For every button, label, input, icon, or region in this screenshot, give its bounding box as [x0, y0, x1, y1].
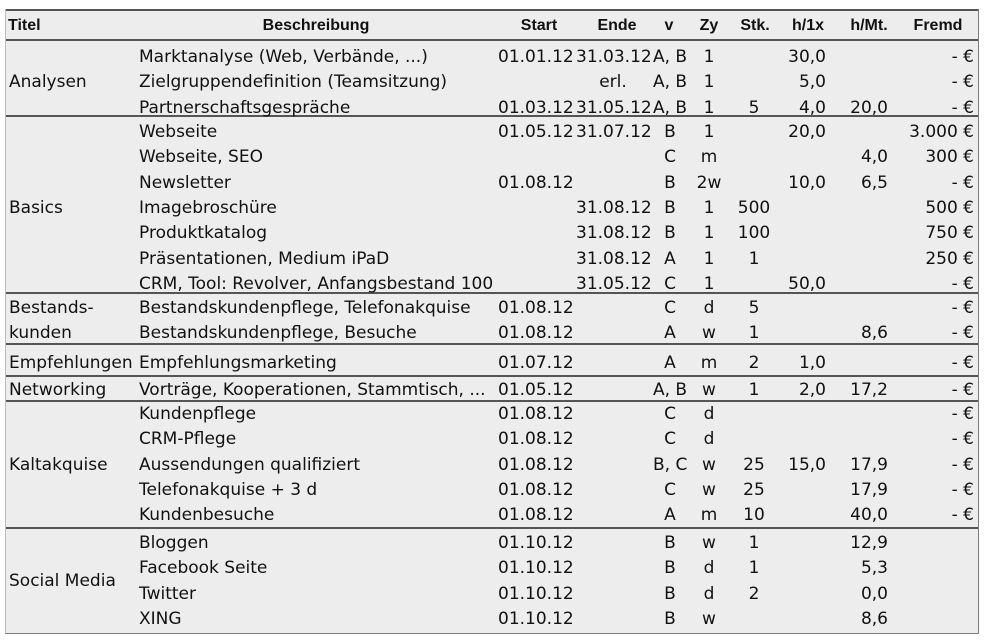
cell-beschreibung: Bestandskundenpflege, Telefonakquise — [139, 298, 471, 318]
cell-start: 01.03.12 — [498, 97, 574, 118]
cell-fremd: - € — [951, 454, 974, 475]
cell-beschreibung: Facebook Seite — [139, 558, 268, 579]
group-title-line: Social Media — [9, 571, 116, 592]
cell-stk-: 1 — [748, 380, 760, 400]
cell-h-mt-: 0,0 — [860, 583, 888, 604]
cell-beschreibung: Produktkatalog — [139, 223, 268, 244]
cell-ende: 31.07.12 — [576, 122, 652, 142]
cell-zy: d — [703, 583, 715, 604]
cell-v: B, C — [653, 454, 688, 475]
table-row — [6, 607, 978, 632]
cell-zy: w — [702, 454, 716, 475]
cell-beschreibung: Empfehlungsmarketing — [139, 353, 337, 373]
cell-ende: 31.08.12 — [576, 223, 652, 244]
cell-start: 01.10.12 — [498, 608, 574, 629]
table-row — [6, 221, 978, 246]
table-row — [6, 351, 978, 376]
cell-beschreibung: CRM-Pflege — [139, 429, 237, 450]
table-row — [6, 247, 978, 272]
planning-table — [5, 9, 979, 634]
col-header-4: v — [664, 17, 674, 34]
table-row — [6, 453, 978, 478]
cell-ende: 31.08.12 — [576, 248, 652, 269]
cell-start: 01.08.12 — [498, 323, 574, 344]
table-row — [6, 503, 978, 528]
cell-fremd: 300 € — [925, 147, 974, 168]
group-title-line: Analysen — [9, 72, 87, 93]
cell-beschreibung: CRM, Tool: Revolver, Anfangsbestand 100 — [139, 273, 494, 294]
cell-start: 01.05.12 — [498, 380, 574, 400]
cell-zy: 1 — [703, 223, 715, 244]
table-row — [6, 478, 978, 503]
cell-v: A — [664, 353, 676, 373]
table-row — [6, 427, 978, 452]
cell-beschreibung: Marktanalyse (Web, Verbände, ...) — [139, 47, 428, 67]
cell-ende: 31.03.12 — [576, 47, 652, 67]
cell-beschreibung: Bestandskundenpflege, Besuche — [139, 323, 417, 344]
cell-start: 01.08.12 — [498, 505, 574, 526]
col-header-6: Stk. — [740, 17, 770, 34]
cell-zy: w — [702, 479, 716, 500]
cell-zy: w — [702, 323, 716, 344]
cell-stk-: 2 — [748, 353, 760, 373]
cell-h-mt-: 17,9 — [850, 454, 888, 475]
cell-fremd: - € — [951, 479, 974, 500]
cell-h-1x: 15,0 — [788, 454, 826, 475]
table-row — [6, 145, 978, 170]
cell-beschreibung: Newsletter — [139, 172, 231, 193]
cell-v: C — [664, 479, 676, 500]
cell-ende: 31.05.12 — [576, 97, 652, 118]
cell-h-mt-: 12,9 — [850, 533, 888, 553]
cell-start: 01.08.12 — [498, 172, 574, 193]
group — [6, 345, 978, 377]
cell-start: 01.05.12 — [498, 122, 574, 142]
col-header-7: h/1x — [791, 17, 824, 34]
cell-fremd: - € — [951, 298, 974, 318]
cell-fremd: - € — [951, 172, 974, 193]
cell-stk-: 500 — [737, 197, 771, 218]
cell-fremd: - € — [951, 429, 974, 450]
cell-stk-: 5 — [748, 298, 760, 318]
cell-start: 01.10.12 — [498, 583, 574, 604]
cell-beschreibung: XING — [139, 608, 182, 629]
cell-h-mt-: 20,0 — [850, 97, 888, 118]
cell-v: A, B — [653, 97, 688, 118]
group — [6, 377, 978, 402]
cell-start: 01.08.12 — [498, 454, 574, 475]
cell-h-1x: 2,0 — [798, 380, 826, 400]
cell-zy: 1 — [703, 122, 715, 142]
cell-fremd: - € — [951, 273, 974, 294]
cell-start: 01.08.12 — [498, 298, 574, 318]
cell-fremd: - € — [951, 97, 974, 118]
cell-stk-: 2 — [748, 583, 760, 604]
cell-zy: d — [703, 404, 715, 424]
cell-v: A — [664, 248, 676, 269]
cell-v: B — [664, 583, 676, 604]
cell-v: A — [664, 323, 676, 344]
cell-zy: w — [702, 608, 716, 629]
cell-v: B — [664, 172, 676, 193]
cell-zy: w — [702, 380, 716, 400]
cell-stk-: 1 — [748, 558, 760, 579]
cell-v: A — [664, 505, 676, 526]
cell-beschreibung: Kundenpflege — [139, 404, 257, 424]
cell-start: 01.01.12 — [498, 47, 574, 67]
cell-zy: 1 — [703, 97, 715, 118]
cell-h-mt-: 17,9 — [850, 479, 888, 500]
cell-h-mt-: 6,5 — [860, 172, 888, 193]
group-title-line: Bestands- — [9, 298, 94, 319]
cell-ende: 31.08.12 — [576, 197, 652, 218]
cell-h-mt-: 4,0 — [860, 147, 888, 168]
cell-beschreibung: Twitter — [139, 583, 196, 604]
group-title-line: Empfehlungen — [9, 353, 133, 374]
cell-beschreibung: Imagebroschüre — [139, 197, 277, 218]
group — [6, 529, 978, 635]
cell-zy: m — [700, 147, 718, 168]
cell-v: C — [664, 298, 676, 318]
cell-fremd: 500 € — [925, 197, 974, 218]
cell-beschreibung: Webseite — [139, 122, 218, 142]
table-row — [6, 70, 978, 95]
cell-v: A, B — [653, 380, 688, 400]
cell-v: C — [664, 404, 676, 424]
cell-v: C — [664, 147, 676, 168]
cell-fremd: - € — [951, 380, 974, 400]
cell-h-1x: 50,0 — [788, 273, 826, 294]
cell-start: 01.10.12 — [498, 533, 574, 553]
cell-fremd: 3.000 € — [909, 122, 974, 142]
cell-stk-: 1 — [748, 533, 760, 553]
col-header-1: Beschreibung — [262, 17, 370, 34]
cell-beschreibung: Webseite, SEO — [139, 147, 263, 168]
cell-h-1x: 20,0 — [788, 122, 826, 142]
cell-h-1x: 4,0 — [798, 97, 826, 118]
col-header-9: Fremd — [913, 17, 963, 34]
cell-ende: 31.05.12 — [576, 273, 652, 294]
cell-zy: d — [703, 298, 715, 318]
cell-zy: m — [700, 353, 718, 373]
group — [6, 294, 978, 345]
col-header-2: Start — [520, 17, 558, 34]
cell-h-mt-: 8,6 — [860, 608, 888, 629]
cell-fremd: 250 € — [925, 248, 974, 269]
cell-beschreibung: Bloggen — [139, 533, 209, 553]
group — [6, 41, 978, 117]
cell-fremd: - € — [951, 72, 974, 93]
cell-v: C — [664, 273, 676, 294]
cell-zy: 1 — [703, 273, 715, 294]
table-row — [6, 531, 978, 556]
col-header-0: Titel — [8, 17, 41, 34]
cell-v: B — [664, 122, 676, 142]
group-title-line: Basics — [9, 198, 63, 219]
cell-fremd: - € — [951, 353, 974, 373]
table-row — [6, 378, 978, 403]
cell-beschreibung: Aussendungen qualifiziert — [139, 454, 361, 475]
cell-v: B — [664, 197, 676, 218]
col-header-8: h/Mt. — [850, 17, 888, 34]
cell-v: C — [664, 429, 676, 450]
cell-start: 01.08.12 — [498, 479, 574, 500]
table-row — [6, 296, 978, 321]
cell-stk-: 1 — [748, 248, 760, 269]
cell-fremd: 750 € — [925, 223, 974, 244]
cell-h-1x: 5,0 — [798, 72, 826, 93]
cell-fremd: - € — [951, 505, 974, 526]
cell-fremd: - € — [951, 47, 974, 67]
table-row — [6, 120, 978, 145]
cell-h-mt-: 17,2 — [850, 380, 888, 400]
cell-stk-: 10 — [743, 505, 765, 526]
cell-v: A, B — [653, 72, 688, 93]
table-row — [6, 582, 978, 607]
cell-start: 01.07.12 — [498, 353, 574, 373]
cell-v: B — [664, 608, 676, 629]
cell-stk-: 5 — [748, 97, 760, 118]
col-header-3: Ende — [597, 17, 637, 34]
cell-zy: d — [703, 558, 715, 579]
cell-beschreibung: Präsentationen, Medium iPaD — [139, 248, 390, 269]
group-title-line: Kaltakquise — [9, 454, 108, 475]
cell-zy: w — [702, 533, 716, 553]
cell-stk-: 25 — [743, 454, 765, 475]
cell-h-1x: 10,0 — [788, 172, 826, 193]
cell-beschreibung: Kundenbesuche — [139, 505, 275, 526]
table-header — [6, 9, 978, 41]
cell-start: 01.08.12 — [498, 404, 574, 424]
group — [6, 402, 978, 529]
group-title-line: kunden — [9, 323, 72, 344]
cell-start: 01.10.12 — [498, 558, 574, 579]
cell-stk-: 100 — [737, 223, 771, 244]
cell-stk-: 1 — [748, 323, 760, 344]
cell-zy: 1 — [703, 197, 715, 218]
table-row — [6, 321, 978, 346]
col-header-5: Zy — [699, 17, 719, 34]
cell-fremd: - € — [951, 323, 974, 344]
cell-start: 01.08.12 — [498, 429, 574, 450]
cell-zy: 1 — [703, 248, 715, 269]
cell-ende: erl. — [599, 72, 627, 93]
cell-v: A, B — [653, 47, 688, 67]
cell-stk-: 25 — [743, 479, 765, 500]
table-row — [6, 556, 978, 581]
cell-zy: m — [700, 505, 718, 526]
cell-zy: d — [703, 429, 715, 450]
cell-zy: 2w — [696, 172, 722, 193]
cell-h-mt-: 8,6 — [860, 323, 888, 344]
cell-h-mt-: 5,3 — [860, 558, 888, 579]
cell-zy: 1 — [703, 72, 715, 93]
group — [6, 117, 978, 294]
cell-h-mt-: 40,0 — [850, 505, 888, 526]
cell-beschreibung: Zielgruppendefinition (Teamsitzung) — [139, 72, 448, 93]
cell-beschreibung: Partnerschaftsgespräche — [139, 97, 351, 118]
table-row — [6, 171, 978, 196]
cell-h-1x: 30,0 — [788, 47, 826, 67]
cell-h-1x: 1,0 — [798, 353, 826, 373]
cell-beschreibung: Vorträge, Kooperationen, Stammtisch, ... — [139, 380, 486, 400]
table-row — [6, 45, 978, 70]
cell-zy: 1 — [703, 47, 715, 67]
cell-v: B — [664, 558, 676, 579]
cell-fremd: - € — [951, 404, 974, 424]
table-row — [6, 402, 978, 427]
group-title-line: Networking — [9, 380, 107, 401]
cell-v: B — [664, 533, 676, 553]
cell-beschreibung: Telefonakquise + 3 d — [139, 479, 318, 500]
table-row — [6, 196, 978, 221]
cell-v: B — [664, 223, 676, 244]
